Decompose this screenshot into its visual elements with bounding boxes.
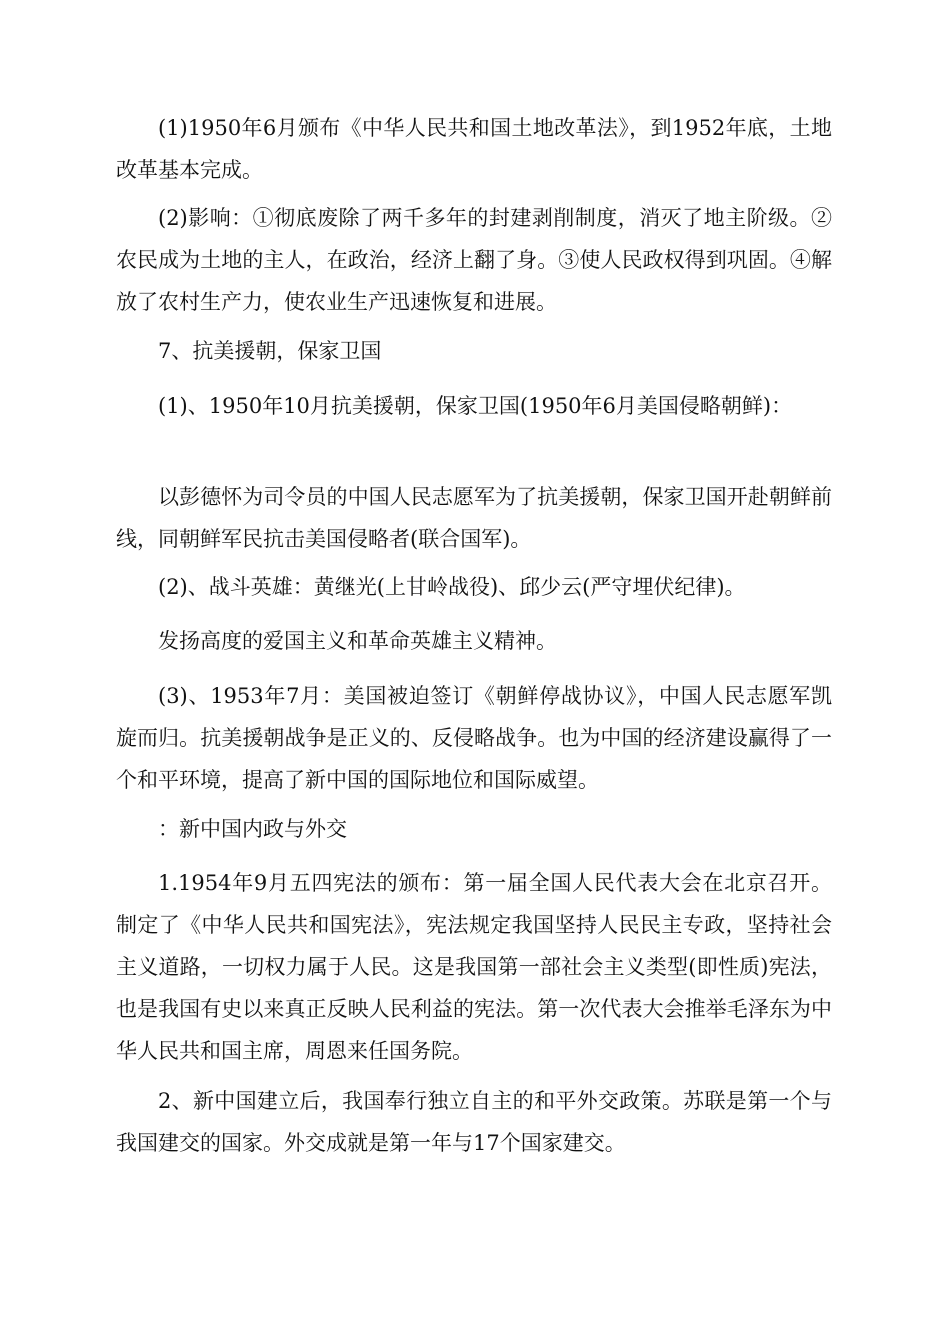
paragraph-land-reform-impact: (2)影响：①彻底废除了两千多年的封建剥削制度，消灭了地主阶级。②农民成为土地的主人，在政治，经济上翻了身。③使人民政权得到巩固。④解放了农村生产力，使农业生产迅速恢复和进展。 (116, 206, 832, 314)
paragraph-land-reform-law: (1)1950年6月颁布《中华人民共和国土地改革法》，到1952年底，土地改革基本完成。 (116, 116, 832, 182)
paragraph-volunteer-army: 以彭德怀为司令员的中国人民志愿军为了抗美援朝，保家卫国开赴朝鲜前线，同朝鲜军民抗击美国侵略者(联合国军)。 (116, 485, 832, 551)
paragraph-armistice: (3)、1953年7月：美国被迫签订《朝鲜停战协议》，中国人民志愿军凯旋而归。抗美援朝战争是正义的、反侵略战争。也为中国的经济建设赢得了一个和平环境，提高了新中国的国际地位和国际威望。 (116, 684, 832, 792)
paragraph-foreign-policy: 2、新中国建立后，我国奉行独立自主的和平外交政策。苏联是第一个与我国建交的国家。外交成就是第一年与17个国家建交。 (116, 1089, 832, 1155)
paragraph-korean-war-start: (1)、1950年10月抗美援朝，保家卫国(1950年6月美国侵略朝鲜)： (158, 394, 793, 418)
section-heading-korean-war: 7、抗美援朝，保家卫国 (158, 339, 382, 363)
paragraph-1954-constitution: 1.1954年9月五四宪法的颁布：第一届全国人民代表大会在北京召开。制定了《中华人民共和国宪法》，宪法规定我国坚持人民民主专政，坚持社会主义道路，一切权力属于人民。这是我国第一部社会主义类型(即性质)宪法，也是我国有史以来真正反映人民利益的宪法。第一次代表大会推举毛泽东为中华人民共和国主席，周恩来任国务院。 (116, 871, 832, 1063)
section-heading-domestic-foreign: ：新中国内政与外交 (158, 817, 347, 841)
paragraph-heroic-spirit: 发扬高度的爱国主义和革命英雄主义精神。 (158, 629, 557, 653)
paragraph-war-heroes: (2)、战斗英雄：黄继光(上甘岭战役)、邱少云(严守埋伏纪律)。 (158, 575, 746, 599)
